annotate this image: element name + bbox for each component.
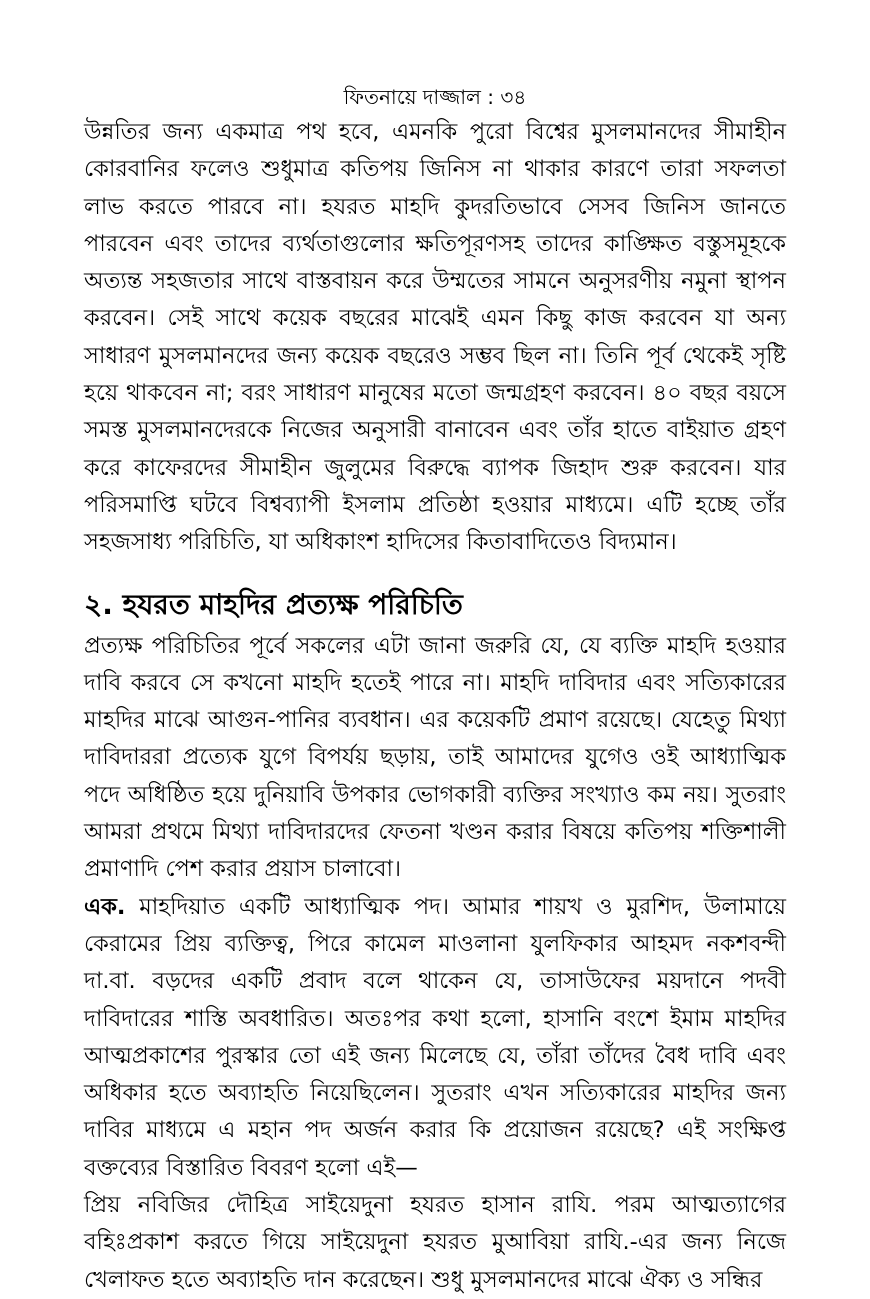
paragraph-direct-introduction: প্রত্যক্ষ পরিচিতির পূর্বে সকলের এটা জানা জরুরি যে, যে ব্যক্তি মাহদি হওয়ার দাবি করবে সে কখনো মাহদি হতেই পারে না। মাহদি দাবিদার এবং সত্যিকারের মাহদির মাঝে আগুন-পানির ব্যবধান। এর কয়েকটি প্রমাণ রয়েছে। যেহেতু মিথ্যা দাবিদাররা প্রত্যেক যুগে বিপর্যয় ছড়ায়, তাই আমাদের যুগেও ওই আধ্যাত্মিক পদে অধিষ্ঠিত হয়ে দুনিয়াবি উপকার ভোগকারী ব্যক্তির সংখ্যাও কম নয়। সুতরাং আমরা প্রথমে মিথ্যা দাবিদারদের ফেতনা খণ্ডন করার বিষয়ে কতিপয় শক্তিশালী প্রমাণাদি পেশ করার প্রয়াস চালাবো। xyxy=(84,632,786,883)
document-page xyxy=(84,82,786,1299)
point-one-lead: এক. xyxy=(84,893,126,920)
paragraph-intro-continued: উন্নতির জন্য একমাত্র পথ হবে, এমনকি পুরো বিশ্বের মুসলমানদের সীমাহীন কোরবানির ফলেও শুধুমাত্র কতিপয় জিনিস না থাকার কারণে তারা সফলতা লাভ করতে পারবে না। হযরত মাহদি কুদরতিভাবে সেসব জিনিস জানতে পারবেন এবং তাদের ব্যর্থতাগুলোর ক্ষতিপূরণসহ তাদের কাঙ্ক্ষিত বস্তুসমূহকে অত্যন্ত সহজতার সাথে বাস্তবায়ন করে উম্মতের সামনে অনুসরণীয় নমুনা স্থাপন করবেন। সেই সাথে কয়েক বছরের মাঝেই এমন কিছু কাজ করবেন যা অন্য সাধারণ মুসলমানদের জন্য কয়েক বছরেও সম্ভব ছিল না। তিনি পূর্ব থেকেই সৃষ্টি হয়ে থাকবেন না; বরং সাধারণ মানুষের মতো জন্মগ্রহণ করবেন। ৪০ বছর বয়সে সমস্ত মুসলমানদেরকে নিজের অনুসারী বানাবেন এবং তাঁর হাতে বাইয়াত গ্রহণ করে কাফেরদের সীমাহীন জুলুমের বিরুদ্ধে ব্যাপক জিহাদ শুরু করবেন। যার পরিসমাপ্তি ঘটবে বিশ্বব্যাপী ইসলাম প্রতিষ্ঠা হওয়ার মাধ্যমে। এটি হচ্ছে তাঁর সহজসাধ্য পরিচিতি, যা অধিকাংশ হাদিসের কিতাবাদিতেও বিদ্যমান। xyxy=(84,119,786,556)
section-heading: ২. হযরত মাহদির প্রত্যক্ষ পরিচিতি xyxy=(84,587,463,621)
paragraph-point-one xyxy=(84,889,786,1187)
running-head: ফিতনায়ে দাজ্জাল : ৩৪ xyxy=(343,85,527,109)
paragraph-hasan: প্রিয় নবিজির দৌহিত্র সাইয়েদুনা হযরত হাসান রাযি. পরম আত্মত্যাগের বহিঃপ্রকাশ করতে গিয়ে সাইয়েদুনা হযরত মুআবিয়া রাযি.-এর জন্য নিজে খেলাফত হতে অব্যাহতি দান করেছেন। শুধু মুসলমানদের মাঝে ঐক্য ও সন্ধির xyxy=(84,1192,786,1293)
point-one-text: মাহদিয়াত একটি আধ্যাত্মিক পদ। আমার শায়খ ও মুরশিদ, উলামায়ে কেরামের প্রিয় ব্যক্তিত্ব, পিরে কামেল মাওলানা যুলফিকার আহমদ নকশবন্দী দা.বা. বড়দের একটি প্রবাদ বলে থাকেন যে, তাসাউফের ময়দানে পদবী দাবিদারের শাস্তি অবধারিত। অতঃপর কথা হলো, হাসানি বংশে ইমাম মাহদির আত্মপ্রকাশের পুরস্কার তো এই জন্য মিলেছে যে, তাঁরা তাঁদের বৈধ দাবি এবং অধিকার হতে অব্যাহতি নিয়েছিলেন। সুতরাং এখন সত্যিকারের মাহদির জন্য দাবির মাধ্যমে এ মহান পদ অর্জন করার কি প্রয়োজন রয়েছে? এই সংক্ষিপ্ত বক্তব্যের বিস্তারিত বিবরণ হলো এই— xyxy=(84,893,786,1181)
